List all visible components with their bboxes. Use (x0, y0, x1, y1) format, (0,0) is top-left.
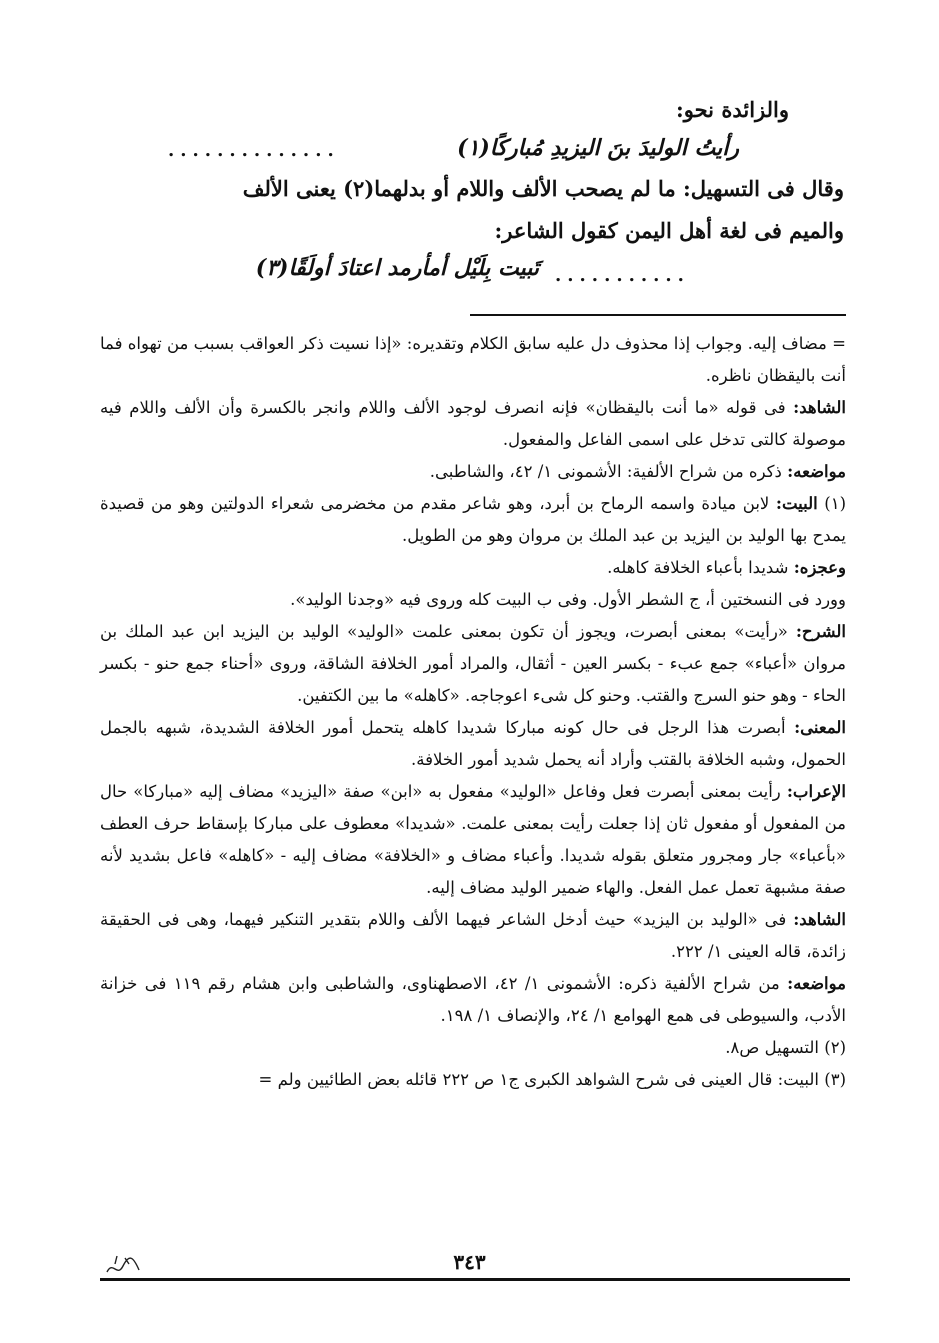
footnote-2: (٢) التسهيل ص٨. (725, 1038, 846, 1057)
footnote-1-ajuz: وعجزه: شديدا بأعباء الخلافة كاهله. (607, 558, 846, 577)
main-line-3: وقال فى التسهيل: ما لم يصحب الألف واللام أو بدلهما(٢) يعنى الألف (242, 176, 844, 201)
verse-1-ellipsis: .............. (168, 140, 340, 161)
bottom-rule (100, 1278, 850, 1281)
footnote-3: (٣) البيت: قال العينى فى شرح الشواهد الكبرى ج١ ص ٢٢٢ قائله بعض الطائيين ولم = (258, 1070, 846, 1089)
footnote-1-shahid: الشاهد: فى «الوليد بن اليزيد» حيث أدخل الشاعر فيهما الألف واللام بتقدير التنكير فيهما، وهى فى الحقيقة زائدة، قاله العينى ١/ ٢٢٢. (100, 910, 847, 961)
intro-line: والزائدة نحو: (676, 97, 789, 122)
footnotes (100, 328, 846, 1096)
label-mawadi: مواضعه: (787, 462, 846, 481)
main-line-4: والميم فى لغة أهل اليمن كقول الشاعر: (494, 218, 844, 243)
label-shahid: الشاهد: (793, 398, 846, 417)
footnote-1-wurud: وورد فى النسختين أ، ج الشطر الأول. وفى ب البيت كله وروى فيه «وجدنا الوليد». (290, 590, 846, 609)
footnote-1-maana: المعنى: أبصرت هذا الرجل فى حال كونه مباركا شديدا كاهله يتحمل أمور الخلافة الشديدة، شبهه بالجمل الحمول، وشبه الخلافة بالقتب وأراد أنه يحمل شديد أمور الخلافة. (100, 718, 847, 769)
footnote-1-bayt: (١) البيت: لابن ميادة واسمه الرماح بن أبرد، وهو شاعر مقدم من مخضرمى شعراء الدولتين وهو من قصيدة يمدح بها الوليد بن اليزيد بن عبد الملك بن مروان وهو من الطويل. (100, 494, 847, 545)
verse-2: تَبيت بِلَيْل أمأرمد اعتادَ أولَقًا(٣) (255, 255, 539, 281)
footnote-1-mawadi: مواضعه: من شراح الألفية ذكره: الأشمونى ١/ ٤٢، الاصطهناوى، والشاطبى وابن هشام رقم ١١٩ فى خزانة الأدب، والسيوطى فى همع الهوامع ١/ ٢٤، والإنصاف ١/ ١٩٨. (100, 974, 846, 1025)
footnote-continuation: = مضاف إليه. وجواب إذا محذوف دل عليه سابق الكلام وتقديره: «إذا نسيت ذكر العواقب بسبب من تهواه فما أنت باليقظان ناظره. (100, 334, 846, 385)
footnote-shahid-a: الشاهد: فى قوله «ما أنت باليقظان» فإنه انصرف لوجود الألف واللام وانجر بالكسرة وأن الألف واللام فيه موصولة كالتى تدخل على اسمى الفاعل والمفعول. (100, 398, 846, 449)
footnote-mawadi-a: مواضعه: ذكره من شراح الألفية: الأشمونى ١/ ٤٢، والشاطبى. (429, 462, 846, 481)
footnote-1-sharh: الشرح: «رأيت» بمعنى أبصرت، ويجوز أن تكون بمعنى علمت «الوليد» الوليد بن اليزيد ابن عبد الملك بن مروان «أعباء» جمع عبء - بكسر العين - أثقال، والمراد أمور الخلافة الشاقة، وروى «أحناء جمع حنو - بكسر الحاء - وهو حنو السرج والقتب. وحنو كل شىء اعوجاجه. «كاهله» ما بين الكتفين. (100, 622, 846, 705)
verse-2-ellipsis: ........... (555, 265, 690, 286)
verse-1: رأيتُ الوليدَ بنَ اليزيدِ مُباركًا(١) (457, 135, 739, 161)
page-number: ٣٤٣ (453, 1250, 486, 1274)
footnote-divider (470, 314, 846, 316)
footnote-1-irab: الإعراب: رأيت بمعنى أبصرت فعل وفاعل «الوليد» مفعول به «ابن» صفة «اليزيد» مضاف إليه «مباركا» حال من المفعول أو مفعول ثان إذا جعلت رأيت بمعنى علمت. «شديدا» معطوف على مباركا بإسقاط حرف العطف «بأعباء» جار ومجرور متعلق بقوله شديدا. وأعباء مضاف و «الخلافة» مضاف إليه - «كاهله» فاعل بشديد لأنه صفة مشبهة تعمل عمل الفعل. والهاء ضمير الوليد مضاف إليه. (100, 782, 846, 897)
